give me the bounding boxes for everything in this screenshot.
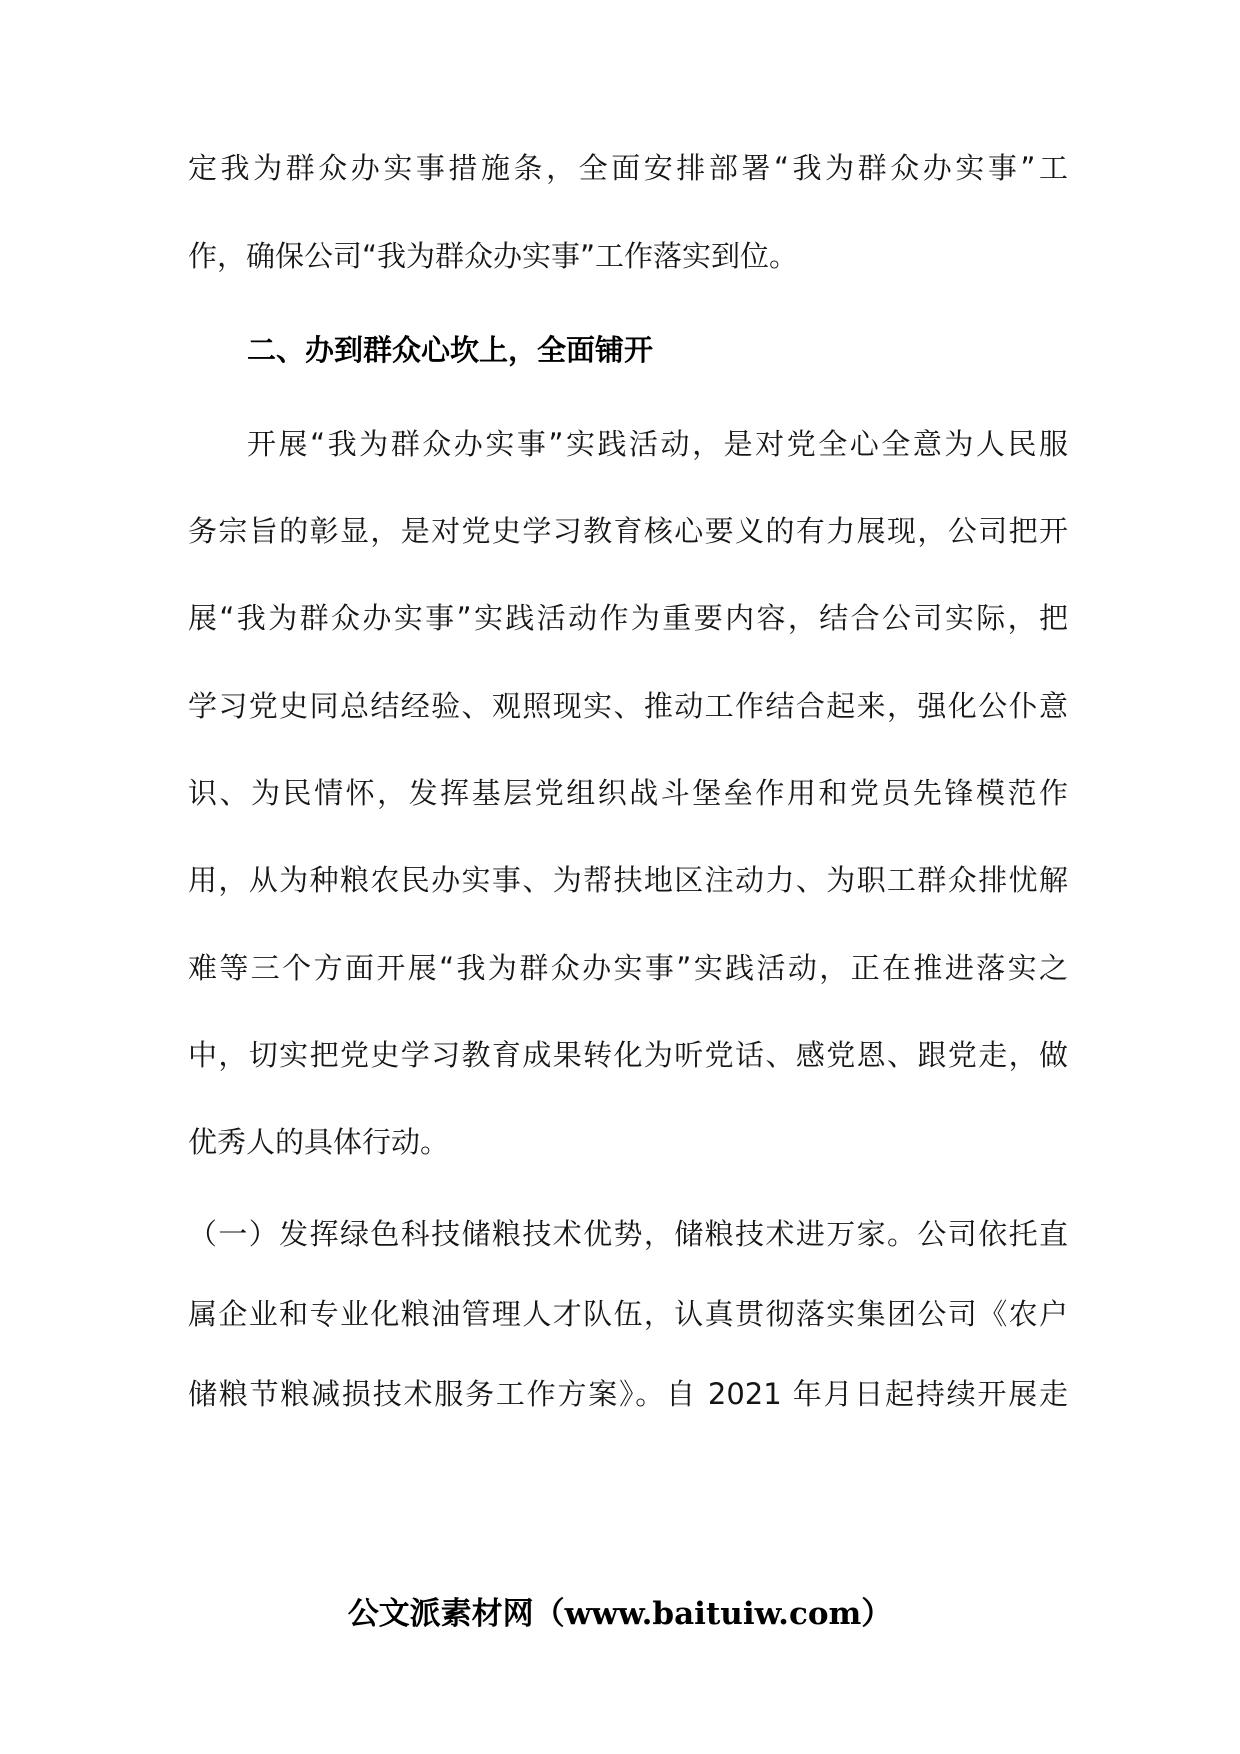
paragraph-line: 用，从为种粮农民办实事、为帮扶地区注动力、为职工群众排忧解 [188, 863, 1068, 897]
footer-watermark: 公文派素材网（www.baituiw.com） [347, 1596, 893, 1632]
paragraph-line: 优秀人的具体行动。 [188, 1125, 450, 1159]
paragraph-line: 学习党史同总结经验、观照现实、推动工作结合起来，强化公仆意 [188, 689, 1068, 723]
body-text-line: 作，确保公司“我为群众办实事”工作落实到位。 [188, 239, 799, 273]
paragraph-line: 难等三个方面开展“我为群众办实事”实践活动，正在推进落实之 [188, 951, 1068, 985]
paragraph-line: 开展“我为群众办实事”实践活动，是对党全心全意为人民服 [247, 427, 1068, 461]
paragraph-line: 识、为民情怀，发挥基层党组织战斗堡垒作用和党员先锋模范作 [188, 776, 1068, 810]
subsection-line: 属企业和专业化粮油管理人才队伍，认真贯彻落实集团公司《农户 [188, 1297, 1068, 1331]
paragraph-line: 展“我为群众办实事”实践活动作为重要内容，结合公司实际，把 [188, 601, 1068, 635]
paragraph-line: 中，切实把党史学习教育成果转化为听党话、感党恩、跟党走，做 [188, 1038, 1068, 1072]
body-text-line: 定我为群众办实事措施条，全面安排部署“我为群众办实事”工 [188, 151, 1068, 185]
paragraph-line: 务宗旨的彰显，是对党史学习教育核心要义的有力展现，公司把开 [188, 514, 1068, 548]
subsection-line: 储粮节粮减损技术服务工作方案》。自 2021 年月日起持续开展走 [188, 1377, 1068, 1411]
subsection-line: （一）发挥绿色科技储粮技术优势，储粮技术进万家。公司依托直 [188, 1217, 1068, 1251]
section-heading: 二、办到群众心坎上，全面铺开 [247, 333, 654, 367]
